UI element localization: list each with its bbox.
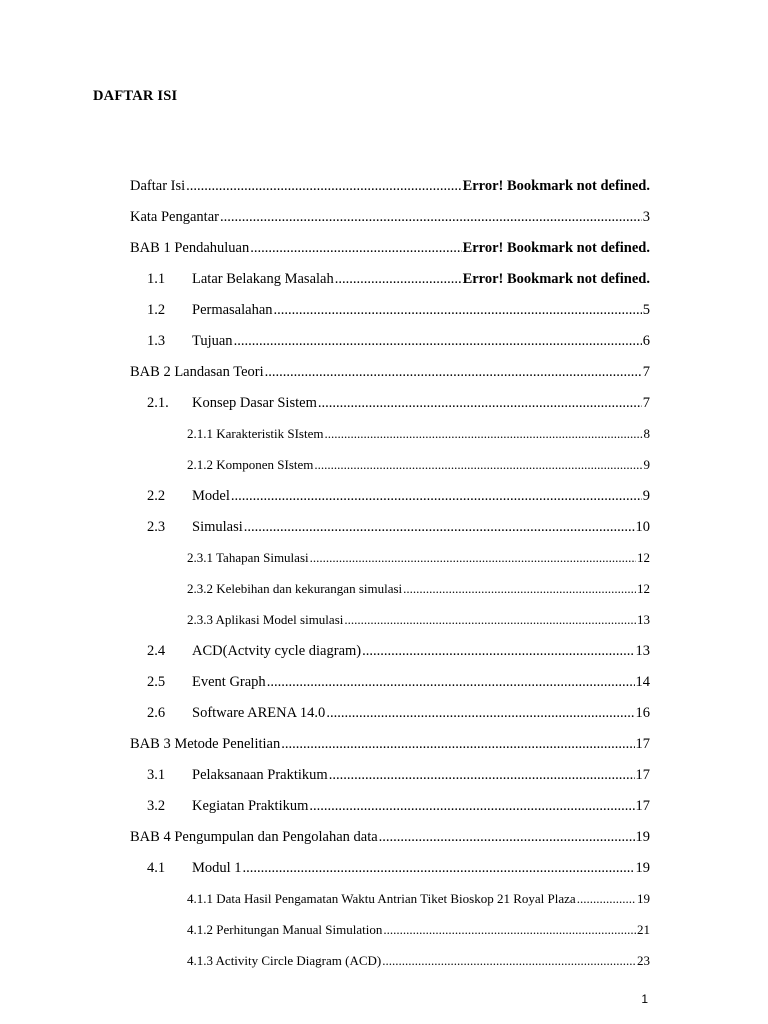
toc-entry[interactable] [187,455,650,475]
toc-entry[interactable] [147,703,650,723]
toc-entry-page: 16 [635,705,650,721]
toc-dot-leader [274,300,642,320]
toc-entry-label: Daftar Isi [130,178,186,194]
toc-entry-page: 19 [637,891,650,906]
toc-dot-leader [309,796,634,816]
toc-entry[interactable] [187,610,650,630]
toc-dot-leader [383,920,636,940]
toc-entry-label: 4.1.3 Activity Circle Diagram (ACD) [187,953,382,968]
toc-entry-label: Konsep Dasar Sistem [192,395,317,411]
toc-entry-label: Pelaksanaan Praktikum [192,767,328,783]
toc-dot-leader [310,548,636,568]
toc-entry-label: BAB 2 Landasan Teori [130,364,264,380]
toc-entry-label: Model [192,488,230,504]
toc-dot-leader [335,269,462,289]
toc-entry-number: 1.2 [147,302,166,318]
toc-entry-page: 3 [642,209,650,225]
toc-entry[interactable] [130,238,650,258]
toc-entry-number: 4.1 [147,860,166,876]
toc-entry[interactable] [147,641,650,661]
toc-entry-page: 9 [642,488,650,504]
toc-entry[interactable] [130,827,650,847]
toc-entry-number: 2.1. [147,395,169,411]
toc-entry-label: Kata Pengantar [130,209,219,225]
toc-entry[interactable] [130,362,650,382]
toc-entry-page: 12 [637,550,650,565]
toc-entry-label: Software ARENA 14.0 [192,705,326,721]
toc-dot-leader [314,455,642,475]
toc-entry-label: 2.3.2 Kelebihan dan kekurangan simulasi [187,581,403,596]
toc-dot-leader [250,238,461,258]
toc-entry-label: Tujuan [192,333,233,349]
toc-entry-page: 7 [642,395,650,411]
toc-entry-label: 4.1.1 Data Hasil Pengamatan Waktu Antrian Tiket Bioskop 21 Royal Plaza [187,891,576,906]
toc-entry-label: 2.1.1 Karakteristik SIstem [187,426,324,441]
toc-entry-label: 2.1.2 Komponen SIstem [187,457,314,472]
toc-entry-number: 1.1 [147,271,166,287]
toc-entry-page: 14 [635,674,650,690]
toc-entry-page: Error! Bookmark not defined. [462,271,650,287]
toc-dot-leader [379,827,635,847]
toc-entry-page: 19 [635,829,650,845]
toc-entry[interactable] [187,920,650,940]
toc-entry-label: ACD(Actvity cycle diagram) [192,643,362,659]
toc-entry-page: 6 [642,333,650,349]
toc-dot-leader [329,765,635,785]
toc-entry-page: 9 [643,457,650,472]
toc-dot-leader [281,734,634,754]
toc-entry-number: 2.6 [147,705,166,721]
toc-entry-page: 8 [643,426,650,441]
toc-entry[interactable] [147,672,650,692]
toc-dot-leader [326,703,634,723]
toc-entry-label: Event Graph [192,674,266,690]
toc-entry-page: 23 [637,953,650,968]
toc-entry-label: Simulasi [192,519,243,535]
toc-entry-page: Error! Bookmark not defined. [462,178,650,194]
toc-entry-label: 4.1.2 Perhitungan Manual Simulation [187,922,383,937]
toc-entry-page: 17 [635,767,650,783]
toc-dot-leader [324,424,642,444]
toc-dot-leader [318,393,642,413]
toc-dot-leader [362,641,634,661]
toc-entry[interactable] [147,300,650,320]
toc-entry-label: Kegiatan Praktikum [192,798,309,814]
toc-entry[interactable] [147,486,650,506]
toc-dot-leader [234,331,642,351]
toc-entry[interactable] [130,176,650,196]
toc-entry[interactable] [147,393,650,413]
toc-entry[interactable] [147,269,650,289]
toc-entry-label: BAB 3 Metode Penelitian [130,736,281,752]
toc-dot-leader [344,610,636,630]
toc-dot-leader [244,517,635,537]
toc-entry-page: 7 [642,364,650,380]
toc-entry-number: 3.2 [147,798,166,814]
toc-entry-page: 13 [637,612,650,627]
toc-dot-leader [382,951,636,971]
toc-entry-label: Modul 1 [192,860,242,876]
toc-dot-leader [577,889,636,909]
toc-entry-number: 2.4 [147,643,166,659]
toc-entry-label: Latar Belakang Masalah [192,271,334,287]
toc-entry[interactable] [147,331,650,351]
toc-entry-number: 2.3 [147,519,166,535]
toc-dot-leader [403,579,636,599]
toc-entry-page: 12 [637,581,650,596]
toc-entry-label: 2.3.1 Tahapan Simulasi [187,550,309,565]
toc-entry[interactable] [187,579,650,599]
page-number: 1 [641,992,648,1006]
toc-entry[interactable] [147,765,650,785]
toc-entry[interactable] [130,734,650,754]
toc-entry-number: 2.5 [147,674,166,690]
toc-entry-label: Permasalahan [192,302,273,318]
toc-entry-label: 2.3.3 Aplikasi Model simulasi [187,612,344,627]
toc-entry-label: BAB 4 Pengumpulan dan Pengolahan data [130,829,378,845]
toc-entry-page: 10 [635,519,650,535]
toc-dot-leader [220,207,642,227]
toc-dot-leader [231,486,642,506]
toc-entry[interactable] [147,796,650,816]
toc-entry[interactable] [187,951,650,971]
toc-entry-number: 1.3 [147,333,166,349]
toc-entry-page: 13 [635,643,650,659]
toc-dot-leader [267,672,635,692]
toc-dot-leader [243,858,635,878]
toc-entry-page: Error! Bookmark not defined. [462,240,650,256]
toc-entry-number: 3.1 [147,767,166,783]
toc-entry[interactable] [187,548,650,568]
toc-entry[interactable] [187,889,650,909]
toc-entry[interactable] [147,517,650,537]
document-title: DAFTAR ISI [93,88,178,104]
toc-entry-page: 21 [637,922,650,937]
toc-entry-page: 17 [635,798,650,814]
toc-entry-page: 5 [642,302,650,318]
toc-dot-leader [265,362,642,382]
toc-entry-page: 19 [635,860,650,876]
toc-entry[interactable] [187,424,650,444]
toc-entry-page: 17 [635,736,650,752]
toc-entry[interactable] [147,858,650,878]
toc-dot-leader [186,176,461,196]
toc-entry-label: BAB 1 Pendahuluan [130,240,250,256]
toc-entry[interactable] [130,207,650,227]
toc-entry-number: 2.2 [147,488,166,504]
